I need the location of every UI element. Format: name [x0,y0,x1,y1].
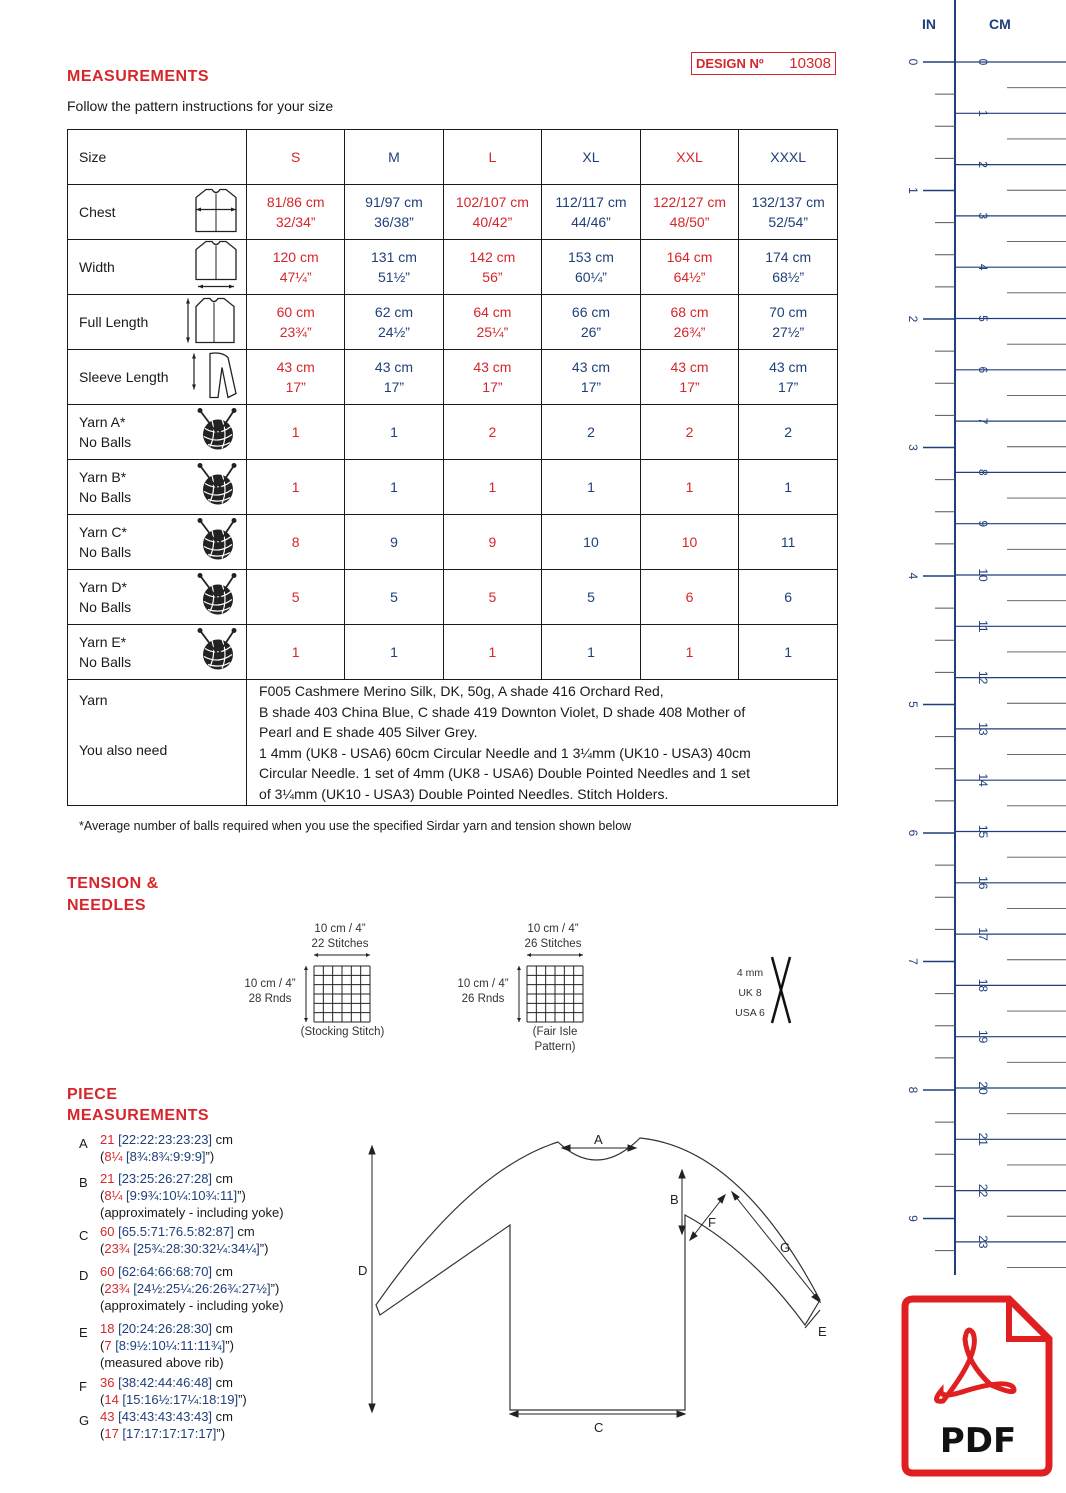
value-cell: 9 [345,515,443,570]
pieces-title-1: PIECE [67,1086,118,1103]
pieces-title-2: MEASUREMENTS [67,1107,210,1124]
value-cell: 1 [443,625,542,680]
label-c: C [594,1420,604,1435]
measuring-ruler [895,0,1066,1275]
measurement-row [68,625,838,680]
knitting-needles-icon [766,953,796,1028]
value-cell: 164 cm 64½” [640,240,739,295]
value-cell: 2 [443,405,542,460]
svg-text:14: 14 [976,773,990,787]
row-label-cell [68,295,247,350]
value-cell: 43 cm 17” [542,350,641,405]
value-cell: 43 cm 17” [345,350,443,405]
svg-text:2: 2 [906,315,920,323]
row-label: Yarn A* No Balls [79,414,132,450]
value-cell: 2 [542,405,641,460]
value-cell: 10 [542,515,641,570]
value-cell: 6 [640,570,739,625]
row-label-cell [68,185,247,240]
value-cell: 5 [247,570,345,625]
swatch1-caption: (Stocking Stitch) [300,1026,385,1038]
value-cell: 1 [247,460,345,515]
value-cell: 70 cm 27½” [739,295,838,350]
measurement-row [68,460,838,515]
size-xxxl: XXXL [739,130,838,185]
row-label: Yarn C* No Balls [79,524,132,560]
value-cell: 1 [247,625,345,680]
yarn-ball-icon [194,517,240,568]
svg-text:7: 7 [976,417,990,425]
size-xxl: XXL [640,130,739,185]
cardigan-width-icon [192,240,240,295]
piece-letter: A [79,1136,88,1151]
cardigan-chest-icon [192,186,240,239]
value-cell: 5 [443,570,542,625]
yarn-ball-icon [194,462,240,513]
svg-text:4: 4 [976,263,990,271]
measurement-row [68,350,838,405]
size-xl: XL [542,130,641,185]
swatch2-grid-icon [513,950,593,1025]
svg-text:0: 0 [976,58,990,66]
svg-text:20: 20 [976,1081,990,1095]
svg-text:6: 6 [906,829,920,837]
value-cell: 142 cm 56” [443,240,542,295]
value-cell: 1 [542,625,641,680]
value-cell: 120 cm 47¼” [247,240,345,295]
value-cell: 153 cm 60¼” [542,240,641,295]
svg-text:12: 12 [976,670,990,685]
swatch1-top: 10 cm / 4” 22 Stitches [311,923,369,950]
yarn-description [247,680,838,806]
yarn-text-1: F005 Cashmere Merino Silk, DK, 50g, A shade 416 Orchard Red, [259,683,664,699]
svg-text:21: 21 [976,1132,990,1146]
value-cell: 66 cm 26” [542,295,641,350]
svg-text:1: 1 [976,109,990,117]
need-text-3: of 3¼mm (UK10 - USA3) Double Pointed Needles. Stitch Holders. [259,785,669,802]
svg-text:8: 8 [906,1086,920,1094]
row-label-cell [68,405,247,460]
swatch2-caption: (Fair Isle Pattern) [532,1026,578,1053]
measurement-row [68,405,838,460]
size-label-cell: Size [68,130,247,185]
value-cell: 8 [247,515,345,570]
value-cell: 122/127 cm 48/50” [640,185,739,240]
row-label-cell [68,570,247,625]
size-s: S [247,130,345,185]
row-label: Full Length [79,314,149,330]
value-cell: 1 [345,405,443,460]
row-label-cell [68,460,247,515]
row-label-cell [68,350,247,405]
size-l: L [443,130,542,185]
measurements-title: MEASUREMENTS [67,68,210,85]
value-cell: 131 cm 51½” [345,240,443,295]
svg-text:3: 3 [976,212,990,220]
svg-text:9: 9 [906,1215,920,1222]
value-cell: 81/86 cm 32/34” [247,185,345,240]
value-cell: 68 cm 26¾” [640,295,739,350]
piece-letter: F [79,1379,87,1394]
value-cell: 5 [345,570,443,625]
value-cell: 9 [443,515,542,570]
needle-size-labels: 4 mm UK 8 USA 6 [735,967,765,1019]
row-label: Yarn B* No Balls [79,469,132,505]
piece-letter: E [79,1325,88,1340]
value-cell: 6 [739,570,838,625]
piece-letter: C [79,1228,89,1243]
yarn-text-3: Pearl and E shade 405 Silver Grey. [259,724,478,740]
value-cell: 60 cm 23¾” [247,295,345,350]
label-e: E [818,1324,827,1339]
ruler-in-label: IN [922,16,936,32]
yarn-label-cell [68,680,247,806]
svg-text:19: 19 [976,1030,990,1044]
footnote: *Average number of balls required when you use the specified Sirdar yarn and tension shown below [79,819,632,833]
svg-text:22: 22 [976,1183,990,1198]
value-cell: 1 [739,625,838,680]
swatch1-grid-icon [300,950,380,1025]
pdf-icon[interactable] [901,1293,1055,1478]
value-cell: 1 [640,625,739,680]
measurement-row [68,240,838,295]
yarn-text-2: B shade 403 China Blue, C shade 419 Downton Violet, D shade 408 Mother of [259,703,746,720]
svg-text:0: 0 [906,58,920,66]
row-label-cell [68,240,247,295]
value-cell: 1 [542,460,641,515]
svg-text:8: 8 [976,469,990,476]
design-label: DESIGN Nº [696,56,764,71]
value-cell: 10 [640,515,739,570]
sleeve-length-icon [188,350,240,405]
measurement-row [68,570,838,625]
value-cell: 62 cm 24½” [345,295,443,350]
measurement-row [68,185,838,240]
yarn-row [68,680,838,806]
svg-text:10: 10 [976,568,990,582]
row-label: Yarn D* No Balls [79,579,132,615]
svg-text:2: 2 [976,161,990,168]
design-number-box [691,52,836,75]
size-m: M [345,130,443,185]
cardigan-length-icon [184,295,240,350]
need-text-2: Circular Needle. 1 set of 4mm (UK8 - USA6) Double Pointed Needles and 1 set [259,765,751,781]
svg-text:9: 9 [976,520,990,528]
value-cell: 64 cm 25¼” [443,295,542,350]
value-cell: 102/107 cm 40/42” [443,185,542,240]
svg-text:3: 3 [906,444,920,451]
sweater-diagram [350,1130,840,1440]
label-g: G [780,1240,791,1255]
value-cell: 1 [345,460,443,515]
svg-text:6: 6 [976,366,990,374]
value-cell: 1 [247,405,345,460]
tension-title-2: NEEDLES [67,897,147,914]
value-cell: 1 [640,460,739,515]
row-label-cell [68,515,247,570]
measurement-row [68,295,838,350]
value-cell: 174 cm 68½” [739,240,838,295]
svg-text:5: 5 [976,315,990,322]
value-cell: 1 [739,460,838,515]
swatch1-side: 10 cm / 4” 28 Rnds [244,978,296,1005]
yarn-ball-icon [194,572,240,623]
svg-text:13: 13 [976,722,990,736]
piece-letter: B [79,1175,88,1190]
row-label: Width [79,259,115,275]
svg-text:17: 17 [976,927,990,941]
value-cell: 112/117 cm 44/46” [542,185,641,240]
swatch2-side: 10 cm / 4” 26 Rnds [457,978,509,1005]
measurements-table [67,129,838,806]
value-cell: 2 [640,405,739,460]
value-cell: 43 cm 17” [739,350,838,405]
value-cell: 2 [739,405,838,460]
need-label: You also need [79,742,168,758]
size-row [68,130,838,185]
pdf-label: PDF [939,1421,1017,1461]
measurement-row [68,515,838,570]
svg-text:23: 23 [976,1235,990,1249]
yarn-ball-icon [194,627,240,678]
svg-text:18: 18 [976,978,990,993]
ruler-cm-label: CM [989,16,1011,32]
svg-text:5: 5 [906,701,920,708]
row-label: Sleeve Length [79,369,169,385]
value-cell: 43 cm 17” [443,350,542,405]
label-a: A [594,1132,603,1147]
value-cell: 1 [345,625,443,680]
swatch2-top: 10 cm / 4” 26 Stitches [524,923,582,950]
piece-letter: D [79,1268,89,1283]
value-cell: 91/97 cm 36/38” [345,185,443,240]
value-cell: 11 [739,515,838,570]
svg-text:11: 11 [976,620,990,633]
need-text-1: 1 4mm (UK8 - USA6) 60cm Circular Needle and 1 3¼mm (UK10 - USA3) 40cm [259,744,751,761]
row-label-cell [68,625,247,680]
row-label: Yarn E* No Balls [79,634,132,670]
value-cell: 132/137 cm 52/54” [739,185,838,240]
svg-text:7: 7 [906,958,920,965]
design-number: 10308 [789,55,831,72]
measurements-subtitle: Follow the pattern instructions for your size [67,98,334,114]
svg-text:1: 1 [906,187,920,194]
svg-text:16: 16 [976,876,990,890]
value-cell: 43 cm 17” [640,350,739,405]
yarn-ball-icon [194,407,240,458]
svg-text:4: 4 [906,572,920,580]
value-cell: 5 [542,570,641,625]
value-cell: 43 cm 17” [247,350,345,405]
label-f: F [708,1215,716,1230]
label-d: D [358,1263,368,1278]
tension-title-1: TENSION & [67,875,159,892]
yarn-label: Yarn [79,692,108,708]
row-label: Chest [79,204,116,220]
value-cell: 1 [443,460,542,515]
svg-text:15: 15 [976,824,990,839]
piece-letter: G [79,1413,90,1428]
label-b: B [670,1192,679,1207]
